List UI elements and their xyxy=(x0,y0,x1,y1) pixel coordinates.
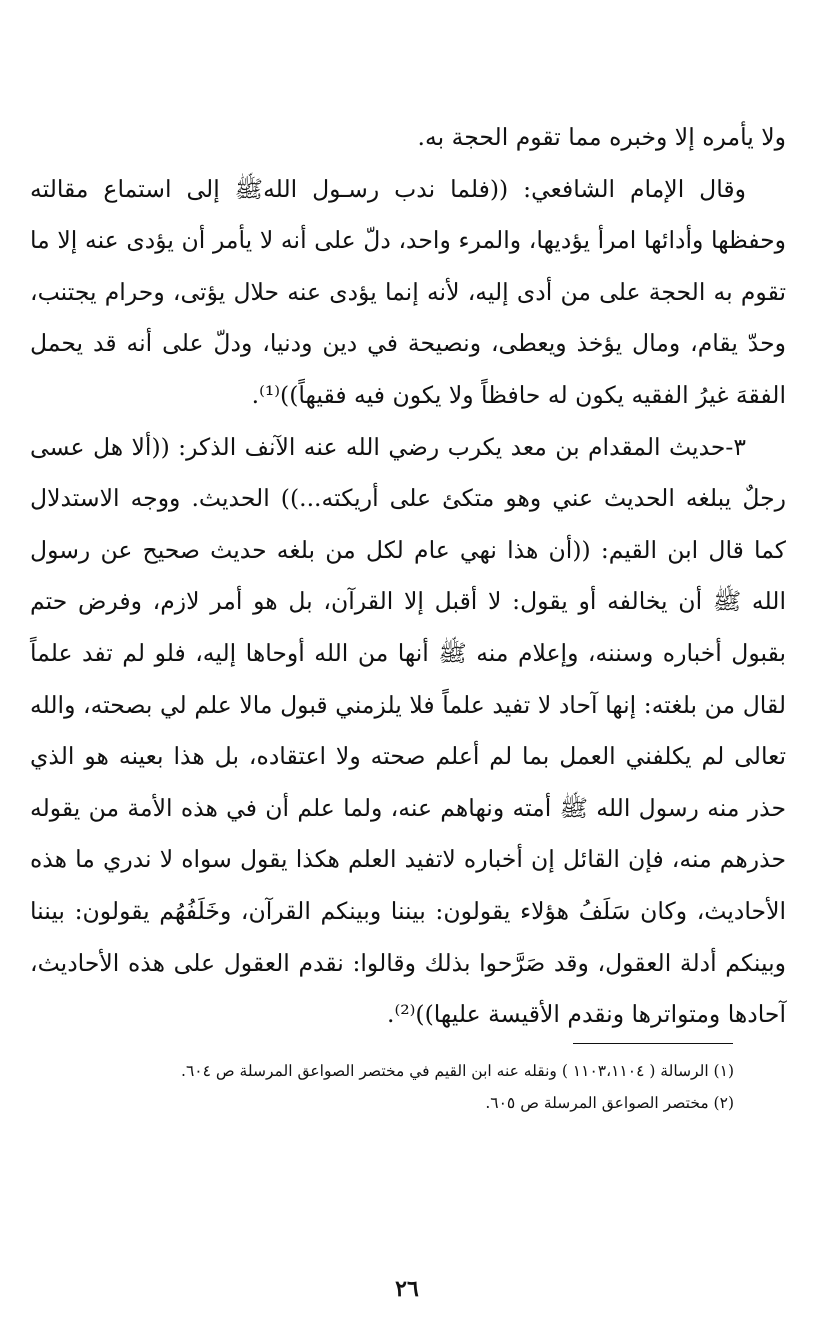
footnote-2: (٢) مختصر الصواعق المرسلة ص ٦٠٥. xyxy=(485,1094,734,1112)
footnote-1: (١) الرسالة ( ١١٠٣،١١٠٤ ) ونقله عنه ابن القيم في مختصر الصواعق المرسلة ص ٦٠٤. xyxy=(181,1062,734,1080)
paragraph-2: وقال الإمام الشافعي: ((فلما ندب رسـول اللهﷺ إلى استماع مقالته وحفظها وأدائها امرأ يؤديها، والمرء واحد، دلّ على أنه لا يأمر أن يؤدى عنه إلا ما تقوم به الحجة على من أدى إليه، لأنه إنما يؤدى عنه حلال يؤتى، وحرام يجتنب، وحدّ يقام، ومال يؤخذ ويعطى، ونصيحة في دين ودنيا، ودلّ على أنه قد يحمل الفقهَ غيرُ الفقيه يكون له حافظاً ولا يكون فيه فقيهاً))⁽¹⁾. xyxy=(30,174,786,409)
footnote-divider xyxy=(573,1043,733,1044)
paragraph-1: ولا يأمره إلا وخبره مما تقوم الحجة به. xyxy=(417,123,786,151)
paragraph-3: ٣-حديث المقدام بن معد يكرب رضي الله عنه الآنف الذكر: ((ألا هل عسى رجلٌ يبلغه الحديث عني وهو متكئ على أريكته...)) الحديث. ووجه الاستدلال كما قال ابن القيم: ((أن هذا نهي عام لكل من بلغه حديث صحيح عن رسول الله ﷺ أن يخالفه أو يقول: لا أقبل إلا القرآن، بل هو أمر لازم، وفرض حتم بقبول أخباره وسننه، وإعلام منه ﷺ أنها من الله أوحاها إليه، فلو لم تفد علماً لقال من بلغته: إنها آحاد لا تفيد علماً فلا يلزمني قبول مالا علم لي بصحته، والله تعالى لم يكلفني العمل بما لم أعلم صحته ولا اعتقاده، بل هذا بعينه هو الذي حذر منه رسول الله ﷺ أمته ونهاهم عنه، ولما علم أن في هذه الأمة من يقوله حذرهم منه، فإن القائل إن أخباره لاتفيد العلم هكذا يقول سواه لا ندري ما هذه الأحاديث، وكان سَلَفُ هؤلاء يقولون: بيننا وبينكم القرآن، وخَلَفُهُم يقولون: بيننا وبينكم أدلة العقول، وقد صَرَّحوا بذلك وقالوا: نقدم العقول على هذه الأحاديث، آحادها ومتواترها ونقدم الأقيسة عليها))⁽²⁾. xyxy=(30,432,786,1029)
footnotes xyxy=(30,1055,734,1119)
main-text xyxy=(30,112,786,1041)
page-number: ٢٦ xyxy=(395,1276,419,1302)
